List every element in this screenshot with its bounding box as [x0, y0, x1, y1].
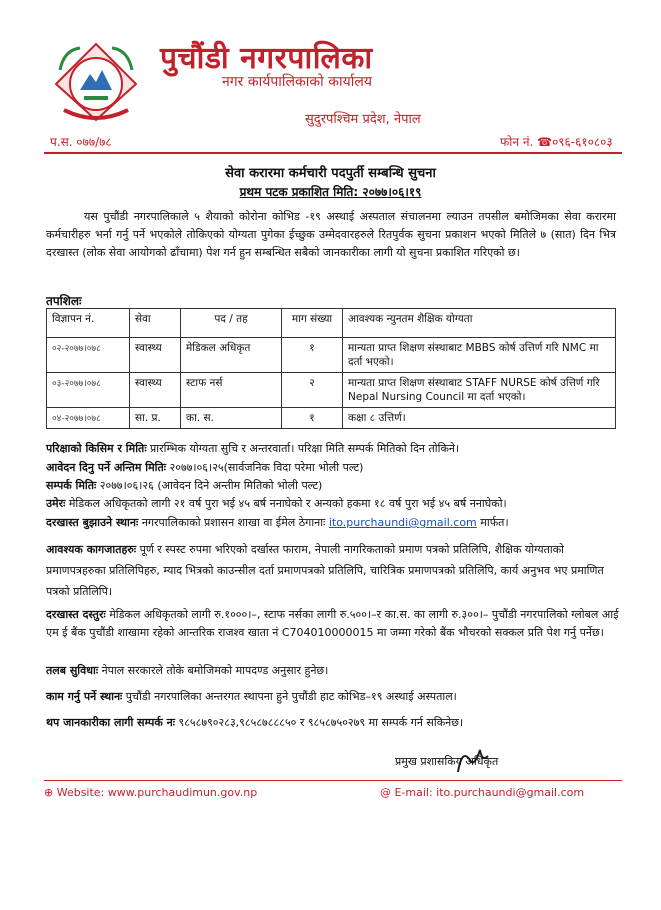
table-row	[47, 338, 616, 373]
email-link[interactable]: @ E-mail: ito.purchaundi@gmail.com	[380, 786, 585, 799]
cell-post: का. स.	[181, 408, 282, 429]
cell-qualification: कक्षा ८ उत्तिर्ण।	[343, 408, 616, 429]
header-divider	[44, 152, 622, 154]
signatory-title: प्रमुख प्रशासकिय अधिकृत	[395, 755, 499, 768]
more-contact-label: थप जानकारीका लागी सम्पर्क नः	[46, 716, 175, 729]
table-header-row	[47, 309, 616, 338]
municipality-title: पुचौंडी नगरपालिका	[160, 41, 373, 76]
notice-heading: सेवा करारमा कर्मचारी पदपुर्ती सम्बन्धि सुचना	[225, 166, 436, 181]
exam-label: परिक्षाको किसिम र मितिः	[46, 442, 147, 455]
table-row	[47, 408, 616, 429]
age-text: मेडिकल अधिकृतको लागी २१ वर्ष पुरा भई ४५ बर्ष ननाघेको र अन्यको हकमा १८ वर्ष पुरा भई ४५ बर्ष ननाघेको।	[68, 497, 507, 510]
cell-post: स्टाफ नर्स	[181, 373, 282, 408]
publish-date	[0, 183, 661, 200]
office-subtitle: नगर कार्यपालिकाको कार्यालय	[222, 74, 372, 90]
cell-service: स्वास्थ्य	[130, 373, 181, 408]
table-row	[47, 373, 616, 408]
phone-number: फोन नं. ☎०९६-६१०८०३	[500, 135, 613, 149]
cell-ad-number: ०४-२०७७।०७८	[47, 408, 130, 429]
age-info	[46, 495, 621, 513]
footer-divider	[44, 780, 622, 781]
cell-qualification: मान्यता प्राप्त शिक्षण संस्थाबाट STAFF NURSE कोर्ष उत्तिर्ण गरि Nepal Nursing Council मा दर्ता भएको।	[343, 373, 616, 408]
exam-info	[46, 440, 621, 458]
notice-intro: यस पुचौंडी नगरपालिकाले ५ शैयाको कोरोना कोभिड -१९ अस्थाई अस्पताल संचालनमा ल्याउन तपसील बमोजिमका सेवा करारमा कर्मचारीहरु भर्ना गर्नु पर्ने भएकोले तोकिएको योग्यता पुगेका ईच्छुक उम्मेदवारहरुले रितपुर्वक सुचना प्रकाशन भएको मितिले ७ (सात) दिन भित्र दरखास्त (लोक सेवा आयोगको ढाँचामा) पेश गर्न हुन सम्बन्धित सबैको जानकारीका लागी यो सुचना प्रकाशित गरिएको छ।	[46, 210, 616, 259]
fee-info	[46, 606, 621, 642]
header-service: सेवा	[130, 309, 181, 338]
office-location: सुदुरपश्चिम प्रदेश, नेपाल	[305, 112, 421, 127]
submit-label: दरखास्त बुझाउने स्थानः	[46, 516, 139, 529]
salary-label: तलब सुविधाः	[46, 664, 99, 677]
submit-text: नगरपालिकाको प्रशासन शाखा वा ईमेल ठेगानाः	[141, 516, 326, 529]
contact-text: २०७७।०६।२६ (आवेदन दिने अन्तीम मितिको भोली पल्ट)	[99, 479, 323, 492]
cell-demand: २	[282, 373, 343, 408]
deadline-info	[46, 459, 621, 477]
cell-demand: १	[282, 338, 343, 373]
header-qualification: आवश्यक न्युनतम शैक्षिक योग्यता	[343, 309, 616, 338]
workplace-text: पुचौंडी नगरपालिका अन्तरगत स्थापना हुने पुचौंडी हाट कोभिड–१९ अस्थाई अस्पताल।	[125, 690, 457, 703]
cell-post: मेडिकल अधिकृत	[181, 338, 282, 373]
documents-text: पूर्ण र स्पस्ट रुपमा भरिएको दर्खास्त फाराम, नेपाली नागरिकताको प्रमाण पत्रको प्रतिलिपि, शैक्षिक योग्यताको प्रमाणपत्रहरुका प्रतिलिपिहरु, म्याद भित्रको काउन्सील दर्ता प्रमाणपत्रको प्रतिलिपि, चारित्रिक प्रमाणपत्रको प्रतिलिपि, कार्य अनुभव भए प्रमाणित पत्रको प्रतिलिपि।	[46, 543, 604, 598]
cell-service: स्वास्थ्य	[130, 338, 181, 373]
vacancy-table	[46, 308, 616, 429]
submit-info	[46, 514, 621, 532]
salary-text: नेपाल सरकारले तोके बमोजिमको मापदण्ड अनुसार हुनेछ।	[101, 664, 329, 677]
nepal-emblem-icon	[50, 40, 142, 124]
cell-demand: १	[282, 408, 343, 429]
documents-info	[46, 539, 621, 602]
header-ad-number: विज्ञापन नं.	[47, 309, 130, 338]
cell-service: सा. प्र.	[130, 408, 181, 429]
more-contact-info	[46, 714, 621, 732]
cell-ad-number: ०३-२०७७।०७८	[47, 373, 130, 408]
cell-qualification: मान्यता प्राप्त शिक्षण संस्थाबाट MBBS कोर्ष उत्तिर्ण गरि NMC मा दर्ता भएको।	[343, 338, 616, 373]
details-label: तपशिलः	[46, 294, 82, 308]
deadline-label: आवेदन दिनु पर्ने अन्तिम मितिः	[46, 461, 167, 474]
documents-label: आवश्यक कागजातहरुः	[46, 543, 137, 556]
cell-ad-number: ०२-२०७७।०७८	[47, 338, 130, 373]
salary-info	[46, 662, 621, 680]
deadline-text: २०७७।०६।२५(सार्वजनिक विदा परेमा भोली पल्ट)	[169, 461, 364, 474]
submit-email-link[interactable]: ito.purchaundi@gmail.com	[328, 516, 477, 529]
submit-suffix: मार्फत।	[480, 516, 509, 529]
publish-date-text: प्रथम पटक प्रकाशित मिति: २०७७।०६।१९	[239, 185, 422, 199]
reference-number: प.स. ०७७/७८	[50, 135, 112, 149]
website-link[interactable]: ⊕ Website: www.purchaudimun.gov.np	[44, 786, 258, 799]
workplace-info	[46, 688, 621, 706]
more-contact-text: ९८५८७९०२८३,९८५८७८८८५० र ९८५८७५०२७९ मा सम्पर्क गर्न सकिनेछ।	[178, 716, 464, 729]
contact-label: सम्पर्क मितिः	[46, 479, 97, 492]
exam-text: प्रारम्भिक योग्यता सुचि र अन्तरवार्ता। परिक्षा मिति सम्पर्क मितिको दिन तोकिने।	[150, 442, 460, 455]
age-label: उमेरः	[46, 497, 66, 510]
workplace-label: काम गर्नु पर्ने स्थानः	[46, 690, 123, 703]
header-demand: माग संख्या	[282, 309, 343, 338]
contact-date-info	[46, 477, 621, 495]
fee-text: मेडिकल अधिकृतको लागी रु.१०००।–, स्टाफ नर्सका लागी रु.५००।–र का.स. का लागी रु.३००।– पुचौंडी नगरपालिको ग्लोबल आई एम ई बैंक पुचौंडी शाखामा रहेको आन्तरिक राजश्व खाता नं C704010000015 मा जम्मा गरेको बैंक भौचरको सक्कल प्रति पेश गर्नु पर्नेछ।	[46, 608, 619, 639]
fee-label: दरखास्त दस्तुरः	[46, 608, 106, 621]
header-post: पद / तह	[181, 309, 282, 338]
